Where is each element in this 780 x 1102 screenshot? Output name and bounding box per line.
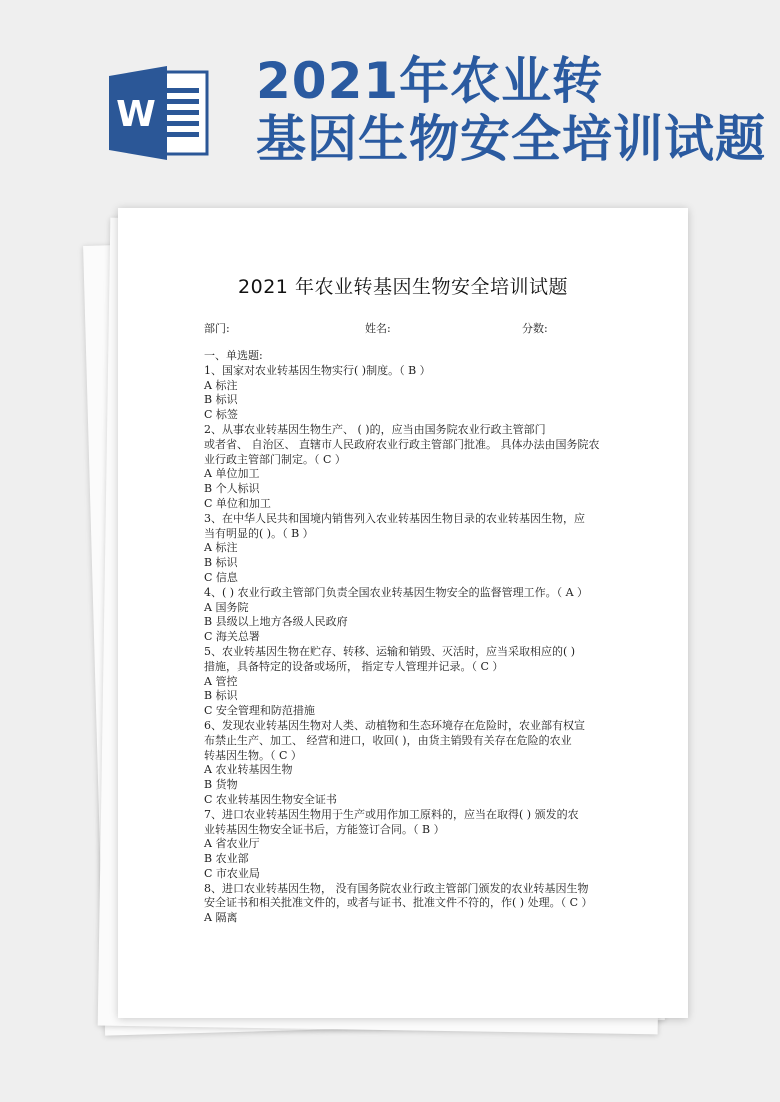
document-line: B 农业部 [204, 852, 249, 866]
document-line: 布禁止生产、加工、 经营和进口，收回( )，由货主销毁有关存在危险的农业 [204, 733, 572, 747]
document-line: C 单位和加工 [204, 496, 271, 510]
document-line: C 标签 [204, 408, 238, 422]
document-line: B 货物 [204, 778, 238, 792]
name-field-label: 姓名: [365, 322, 391, 335]
document-line: 一、单选题: [204, 349, 263, 362]
document-line: 1、国家对农业转基因生物实行( )制度。（ B ） [204, 363, 431, 377]
word-logo-icon [109, 66, 209, 160]
document-line: C 市农业局 [204, 866, 260, 880]
document-line: A 标注 [204, 541, 238, 555]
document-line: B 县级以上地方各级人民政府 [204, 615, 348, 629]
document-line: B 标识 [204, 393, 238, 407]
department-field-label: 部门: [204, 322, 230, 335]
document-line: C 海关总署 [204, 630, 260, 644]
document-line: 6、发现农业转基因生物对人类、动植物和生态环境存在危险时，农业部有权宣 [204, 718, 585, 732]
banner-title [256, 52, 766, 168]
banner-title-line2: 基因生物安全培训试题 [256, 110, 766, 168]
document-line: B 标识 [204, 556, 238, 570]
document-page [118, 208, 688, 1018]
document-line: B 标识 [204, 689, 238, 703]
document-line: 措施，具备特定的设备或场所， 指定专人管理并记录。（ C ） [204, 659, 504, 673]
document-line: A 农业转基因生物 [204, 763, 293, 777]
document-line: 8、进口农业转基因生物， 没有国务院农业行政主管部门颁发的农业转基因生物 [204, 881, 589, 895]
document-line: B 个人标识 [204, 482, 260, 496]
document-line: C 农业转基因生物安全证书 [204, 792, 337, 806]
document-line: A 隔离 [204, 911, 238, 925]
document-line: A 国务院 [204, 600, 249, 614]
document-line: 或者省、 自治区、 直辖市人民政府农业行政主管部门批准。 具体办法由国务院农 [204, 437, 600, 451]
document-line: C 信息 [204, 570, 238, 584]
banner-title-line1: 2021年农业转 [256, 52, 604, 110]
document-line: A 单位加工 [204, 467, 260, 481]
word-logo-letter: W [116, 94, 156, 135]
document-line: 业行政主管部门制定。（ C ） [204, 452, 346, 466]
document-line: C 安全管理和防范措施 [204, 704, 315, 718]
question-list [204, 349, 604, 926]
document-line: A 省农业厅 [204, 837, 260, 851]
document-line: 5、农业转基因生物在贮存、转移、运输和销毁、灭活时，应当采取相应的( ) [204, 644, 576, 658]
document-line: 当有明显的( )。（ B ） [204, 526, 314, 540]
document-line: 7、进口农业转基因生物用于生产或用作加工原料的，应当在取得( ) 颁发的农 [204, 807, 579, 821]
document-line: 转基因生物。（ C ） [204, 748, 302, 762]
document-line: A 标注 [204, 378, 238, 392]
score-field-label: 分数: [522, 322, 548, 335]
document-line: A 管控 [204, 674, 238, 688]
document-line: 业转基因生物安全证书后，方能签订合同。（ B ） [204, 822, 445, 836]
document-line: 安全证书和相关批准文件的，或者与证书、批准文件不符的，作( ) 处理。（ C ） [204, 896, 593, 910]
document-line: 3、在中华人民共和国境内销售列入农业转基因生物目录的农业转基因生物，应 [204, 511, 585, 525]
document-line: 4、( ) 农业行政主管部门负责全国农业转基因生物安全的监督管理工作。（ A ） [204, 585, 589, 599]
document-title: 2021 年农业转基因生物安全培训试题 [238, 276, 568, 298]
document-line: 2、从事农业转基因生物生产、 ( )的，应当由国务院农业行政主管部门 [204, 422, 546, 436]
